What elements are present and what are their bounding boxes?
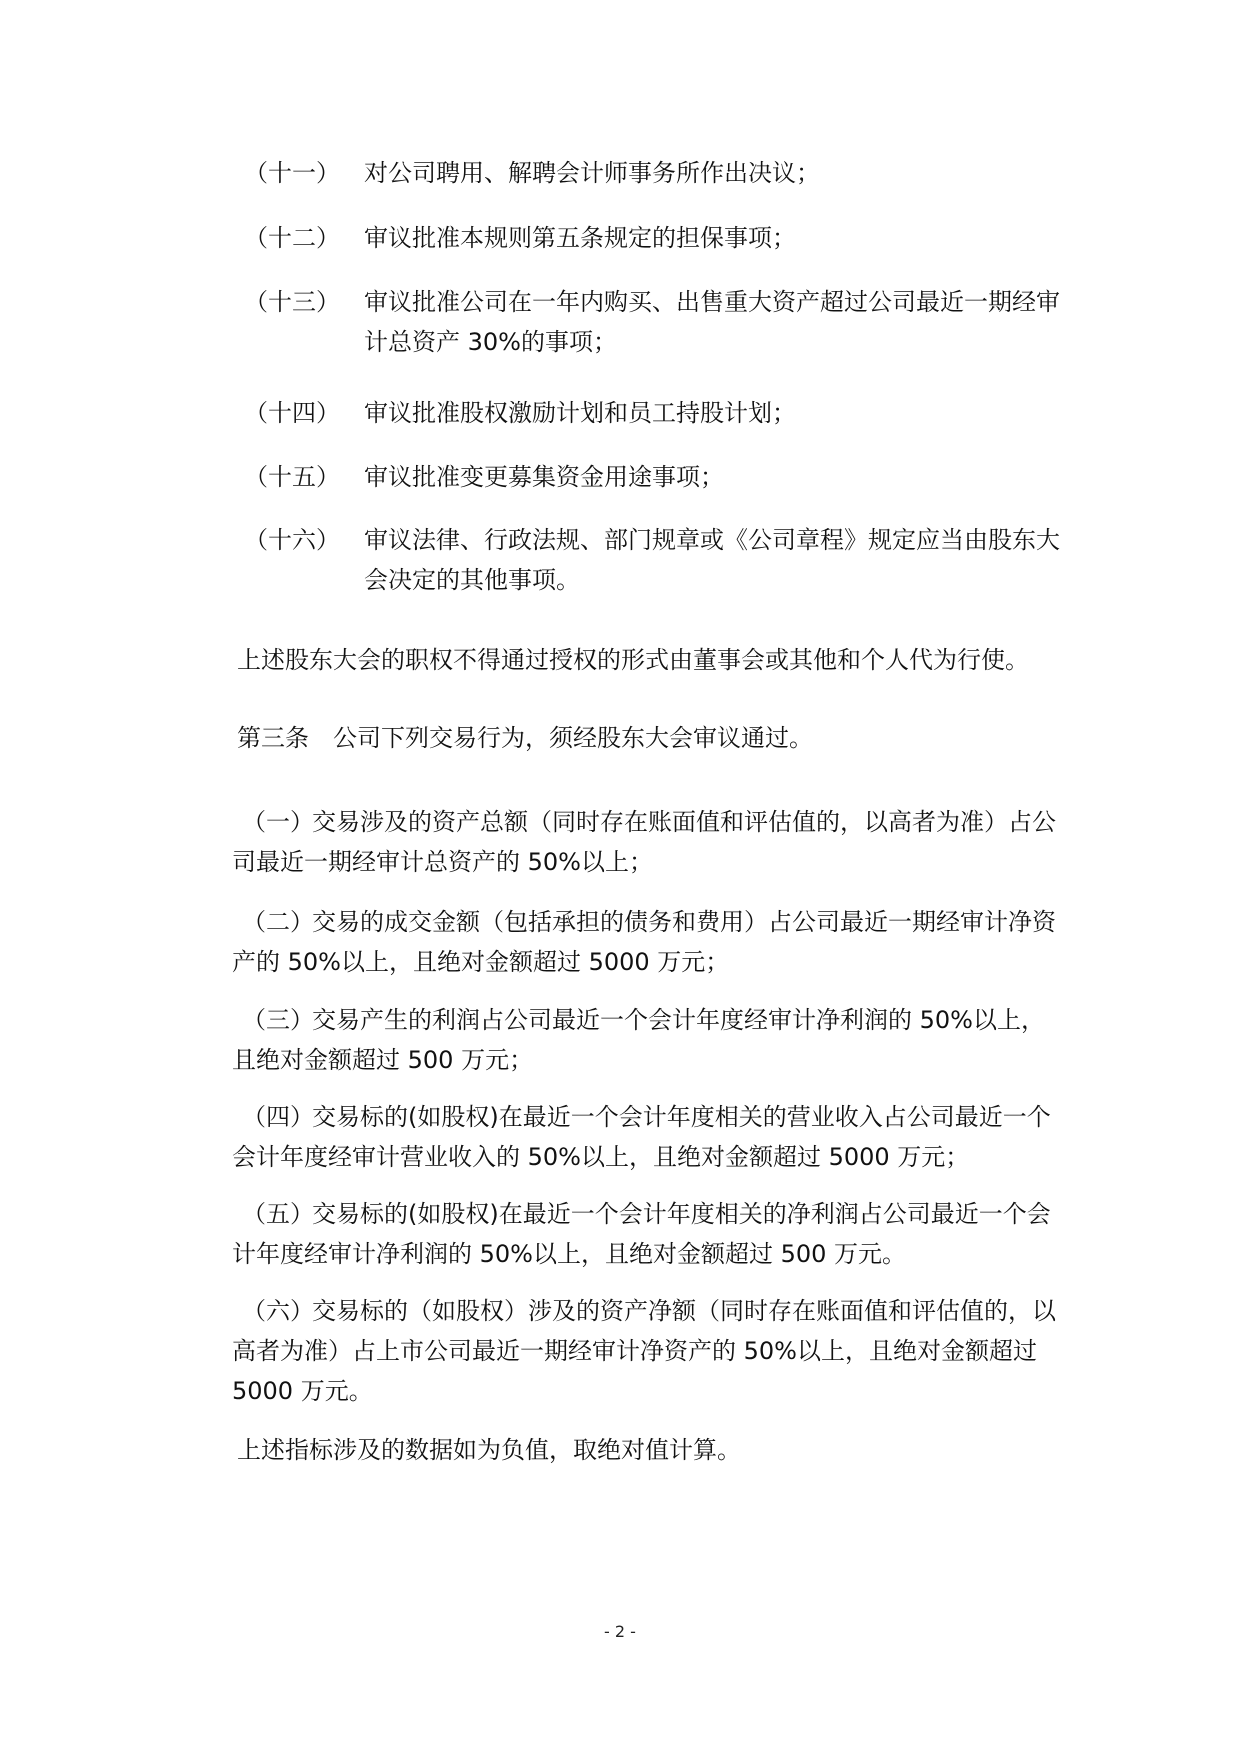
sub-item-number: （六） xyxy=(242,1297,314,1325)
item-text: 审议批准变更募集资金用途事项； xyxy=(364,463,724,491)
page-number: - 2 - xyxy=(604,1622,636,1641)
paragraph-authority-note: 上述股东大会的职权不得通过授权的形式由董事会或其他和个人代为行使。 xyxy=(237,646,1029,674)
item-number: （十二） xyxy=(244,224,340,252)
sub-item-6 xyxy=(232,1291,1067,1411)
sub-item-text: 交易标的（如股权）涉及的资产净额（同时存在账面值和评估值的，以高者为准）占上市公司最近一期经审计净资产的 50%以上，且绝对金额超过 5000 万元。 xyxy=(232,1297,1056,1405)
item-text: 审议批准公司在一年内购买、出售重大资产超过公司最近一期经审计总资产 30%的事项； xyxy=(364,288,1060,356)
sub-item-4 xyxy=(232,1097,1067,1177)
sub-item-number: （三） xyxy=(242,1006,314,1034)
item-number: （十六） xyxy=(244,526,340,554)
sub-item-number: （二） xyxy=(242,908,314,936)
sub-item-1 xyxy=(232,802,1067,882)
item-text: 审议法律、行政法规、部门规章或《公司章程》规定应当由股东大会决定的其他事项。 xyxy=(364,526,1060,594)
sub-item-text: 交易标的(如股权)在最近一个会计年度相关的净利润占公司最近一个会计年度经审计净利润的 50%以上，且绝对金额超过 500 万元。 xyxy=(232,1200,1051,1268)
item-text: 对公司聘用、解聘会计师事务所作出决议； xyxy=(364,159,820,187)
item-number: （十三） xyxy=(244,288,340,316)
sub-item-text: 交易涉及的资产总额（同时存在账面值和评估值的，以高者为准）占公司最近一期经审计总资产的 50%以上； xyxy=(232,808,1056,876)
item-number: （十四） xyxy=(244,399,340,427)
item-number: （十五） xyxy=(244,463,340,491)
item-text: 审议批准股权激励计划和员工持股计划； xyxy=(364,399,796,427)
sub-item-number: （一） xyxy=(242,808,314,836)
article-label: 第三条 xyxy=(237,724,309,752)
sub-item-text: 交易的成交金额（包括承担的债务和费用）占公司最近一期经审计净资产的 50%以上，且绝对金额超过 5000 万元； xyxy=(232,908,1056,976)
article-text: 公司下列交易行为，须经股东大会审议通过。 xyxy=(333,724,813,752)
sub-item-text: 交易标的(如股权)在最近一个会计年度相关的营业收入占公司最近一个会计年度经审计营业收入的 50%以上，且绝对金额超过 5000 万元； xyxy=(232,1103,1051,1171)
item-text: 审议批准本规则第五条规定的担保事项； xyxy=(364,224,796,252)
paragraph-negative-value-note: 上述指标涉及的数据如为负值，取绝对值计算。 xyxy=(237,1436,741,1464)
sub-item-number: （四） xyxy=(242,1103,314,1131)
sub-item-3 xyxy=(232,1000,1067,1080)
sub-item-2 xyxy=(232,902,1067,982)
item-number: （十一） xyxy=(244,159,340,187)
sub-item-5 xyxy=(232,1194,1067,1274)
article-3-heading xyxy=(237,718,1067,758)
sub-item-number: （五） xyxy=(242,1200,314,1228)
sub-item-text: 交易产生的利润占公司最近一个会计年度经审计净利润的 50%以上，且绝对金额超过 500 万元； xyxy=(232,1006,1045,1074)
